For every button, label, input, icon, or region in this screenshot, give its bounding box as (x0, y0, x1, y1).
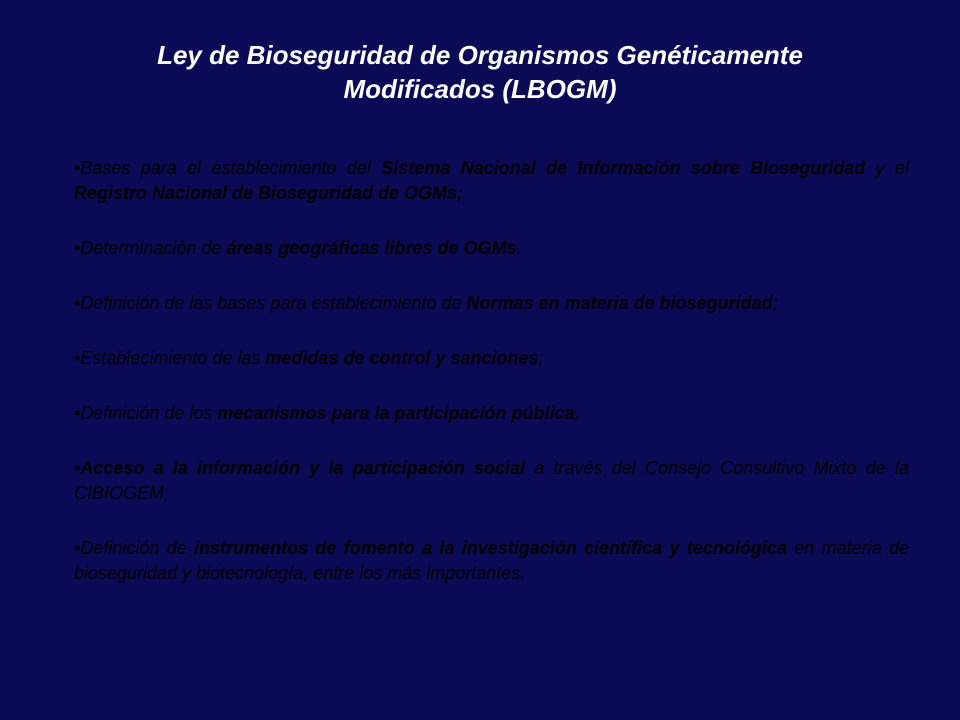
bullet-text: y el (865, 158, 909, 178)
bullet-text: en materia de bioseguridad y biotecnología, entre los más importantes. (74, 538, 909, 583)
bullet-text: a través del Consejo Consultivo Mixto de la CIBIOGEM; (74, 458, 909, 503)
bullet-text: Bases para el establecimiento del (80, 158, 382, 178)
bullet-item (74, 156, 909, 206)
bullet-symbol: • (74, 348, 81, 368)
bullet-text: Determinación de (80, 238, 227, 258)
bullet-text-bold: Normas en materia de bioseguridad (466, 293, 773, 313)
bullet-text-bold: áreas geográficas libres de OGMs. (226, 238, 522, 258)
bullet-symbol: • (74, 403, 81, 423)
bullet-text-bold: Registro Nacional de Bioseguridad de OGMs; (74, 183, 464, 203)
bullet-symbol: • (74, 538, 81, 558)
bullet-text-bold: medidas de control y sanciones (265, 348, 539, 368)
bullet-text: Definición de (80, 538, 195, 558)
bullet-text: , (574, 403, 580, 423)
bullet-item (74, 346, 909, 371)
bullet-text-bold: Sistema Nacional de Información sobre Bioseguridad (381, 158, 866, 178)
bullet-text: Establecimiento de las (80, 348, 266, 368)
bullet-text-bold: mecanismos para la participación pública (217, 403, 575, 423)
bullet-symbol: • (74, 293, 81, 313)
bullet-item (74, 291, 909, 316)
bullet-text: ; (772, 293, 778, 313)
bullet-text-bold: instrumentos de fomento a la investigación científica y tecnológica (194, 538, 787, 558)
bullet-symbol: • (74, 158, 81, 178)
slide-title-line-1: Ley de Bioseguridad de Organismos Genéticamente (157, 40, 803, 70)
bullet-symbol: • (74, 458, 81, 478)
bullet-item (74, 236, 909, 261)
bullet-item (74, 536, 909, 586)
slide-title (60, 38, 900, 106)
bullet-text-bold: Acceso a la información y la participación social (80, 458, 526, 478)
bullet-item (74, 456, 909, 506)
bullet-text: ; (538, 348, 544, 368)
bullet-text: Definición de los (80, 403, 218, 423)
bullet-item (74, 401, 909, 426)
bullet-symbol: • (74, 238, 81, 258)
bullet-text: Definición de las bases para establecimiento de (80, 293, 467, 313)
slide-title-line-2: Modificados (LBOGM) (343, 74, 617, 104)
bullet-list (74, 156, 909, 586)
